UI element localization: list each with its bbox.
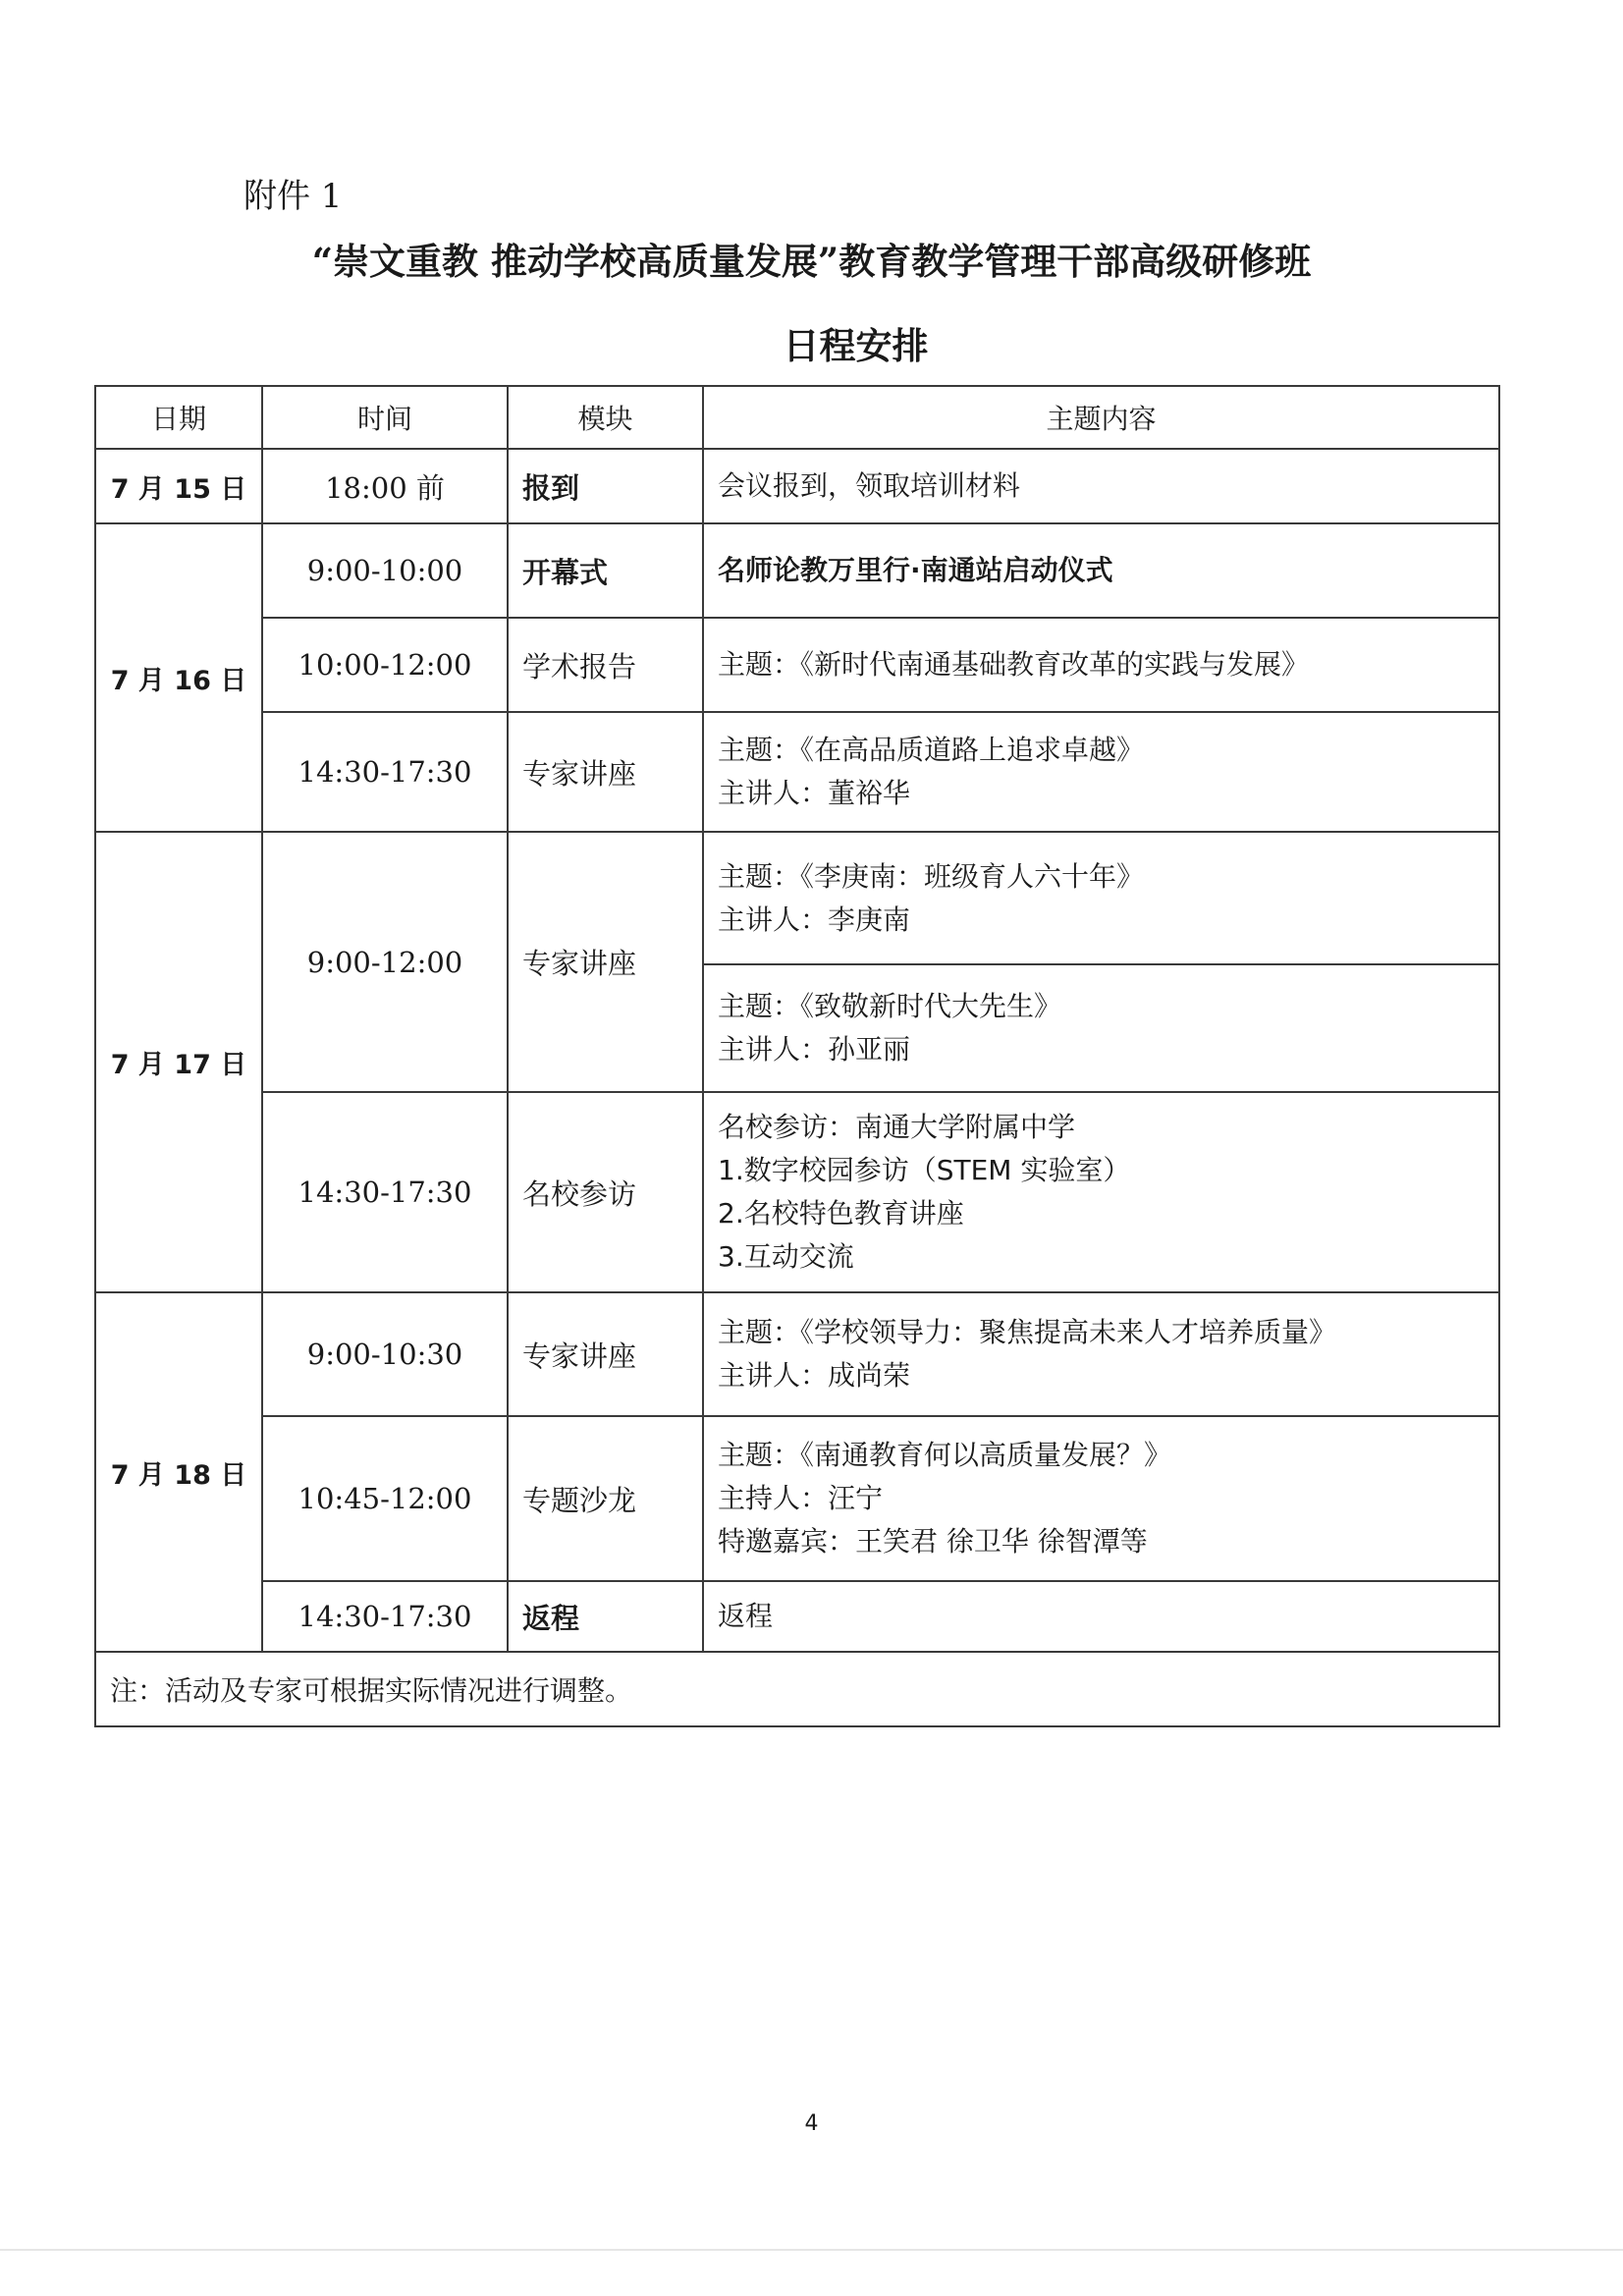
content-line: 主题：《新时代南通基础教育改革的实践与发展》 bbox=[718, 648, 1310, 681]
date-cell: 7 月 17 日 bbox=[95, 832, 262, 1292]
date-cell: 7 月 15 日 bbox=[95, 449, 262, 523]
time-cell: 9:00-12:00 bbox=[262, 832, 508, 1092]
time-cell: 14:30-17:30 bbox=[262, 712, 508, 832]
content-cell bbox=[703, 523, 1499, 618]
time-cell: 9:00-10:00 bbox=[262, 523, 508, 618]
content-line: 名校参访：南通大学附属中学 bbox=[718, 1111, 1076, 1143]
content-line: 主题：《李庚南：班级育人六十年》 bbox=[718, 859, 1145, 893]
note-cell: 注：活动及专家可根据实际情况进行调整。 bbox=[95, 1652, 1499, 1726]
time-cell: 14:30-17:30 bbox=[262, 1092, 508, 1292]
table-row bbox=[95, 832, 1499, 964]
document-subtitle: 日程安排 bbox=[783, 324, 929, 367]
content-line: 返程 bbox=[718, 1600, 774, 1632]
content-line: 主讲人：董裕华 bbox=[718, 777, 911, 809]
content-line: 名师论教万里行·南通站启动仪式 bbox=[718, 554, 1113, 586]
schedule-table bbox=[94, 385, 1500, 1727]
table-row bbox=[95, 449, 1499, 523]
content-line: 主讲人：成尚荣 bbox=[718, 1359, 911, 1392]
column-header-content: 主题内容 bbox=[703, 386, 1499, 449]
content-cell bbox=[703, 1581, 1499, 1652]
time-cell: 10:00-12:00 bbox=[262, 618, 508, 712]
module-cell: 报到 bbox=[508, 449, 703, 523]
table-row bbox=[95, 1416, 1499, 1581]
content-line: 主题：《致敬新时代大先生》 bbox=[718, 990, 1062, 1022]
module-cell: 专家讲座 bbox=[508, 1292, 703, 1416]
content-line: 1.数字校园参访（STEM 实验室） bbox=[718, 1154, 1131, 1186]
time-cell: 9:00-10:30 bbox=[262, 1292, 508, 1416]
attachment-label: 附件 1 bbox=[243, 177, 343, 216]
column-header-time: 时间 bbox=[262, 386, 508, 449]
date-cell: 7 月 18 日 bbox=[95, 1292, 262, 1652]
module-cell: 名校参访 bbox=[508, 1092, 703, 1292]
content-cell bbox=[703, 1416, 1499, 1581]
content-line: 特邀嘉宾：王笑君 徐卫华 徐智潭等 bbox=[718, 1525, 1148, 1558]
date-cell: 7 月 16 日 bbox=[95, 523, 262, 832]
page-number: 4 bbox=[804, 2111, 819, 2136]
content-line: 主讲人：孙亚丽 bbox=[718, 1033, 911, 1066]
content-line: 2.名校特色教育讲座 bbox=[718, 1197, 964, 1230]
module-cell: 专题沙龙 bbox=[508, 1416, 703, 1581]
content-cell bbox=[703, 618, 1499, 712]
module-cell: 返程 bbox=[508, 1581, 703, 1652]
content-cell bbox=[703, 1292, 1499, 1416]
table-row bbox=[95, 618, 1499, 712]
module-cell: 开幕式 bbox=[508, 523, 703, 618]
table-row bbox=[95, 712, 1499, 832]
content-cell bbox=[703, 712, 1499, 832]
module-cell: 专家讲座 bbox=[508, 832, 703, 1092]
content-cell bbox=[703, 1092, 1499, 1292]
table-row bbox=[95, 1581, 1499, 1652]
scan-edge-divider bbox=[0, 2249, 1623, 2251]
document-title: “崇文重教 推动学校高质量发展”教育教学管理干部高级研修班 bbox=[311, 240, 1312, 283]
content-line: 主题：《南通教育何以高质量发展？》 bbox=[718, 1439, 1172, 1471]
content-line: 主持人：汪宁 bbox=[718, 1482, 884, 1514]
table-row bbox=[95, 1292, 1499, 1416]
content-line: 主题：《在高品质道路上追求卓越》 bbox=[718, 734, 1145, 766]
content-line: 3.互动交流 bbox=[718, 1240, 854, 1273]
time-cell: 10:45-12:00 bbox=[262, 1416, 508, 1581]
module-cell: 专家讲座 bbox=[508, 712, 703, 832]
column-header-date: 日期 bbox=[95, 386, 262, 449]
content-line: 主题：《学校领导力：聚焦提高未来人才培养质量》 bbox=[718, 1316, 1337, 1348]
content-cell bbox=[703, 449, 1499, 523]
content-line: 会议报到，领取培训材料 bbox=[718, 469, 1021, 502]
column-header-module: 模块 bbox=[508, 386, 703, 449]
note-row bbox=[95, 1652, 1499, 1726]
module-cell: 学术报告 bbox=[508, 618, 703, 712]
time-cell: 18:00 前 bbox=[262, 449, 508, 523]
table-row bbox=[95, 1092, 1499, 1292]
content-cell bbox=[703, 832, 1499, 964]
header-row bbox=[95, 386, 1499, 449]
time-cell: 14:30-17:30 bbox=[262, 1581, 508, 1652]
table-row bbox=[95, 523, 1499, 618]
content-line: 主讲人：李庚南 bbox=[718, 902, 911, 936]
content-cell bbox=[703, 964, 1499, 1092]
